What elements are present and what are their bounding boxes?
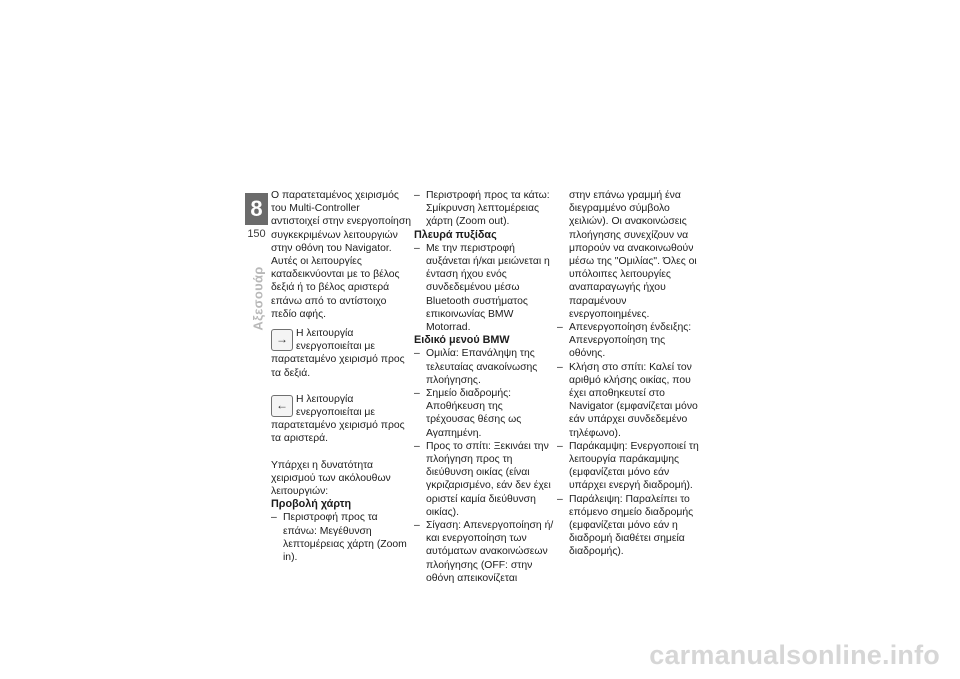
list-item-text: Απενεργοποίηση ένδειξης: Απενεργοποίηση της οθόνης. (569, 322, 692, 360)
list-dash: – (557, 440, 563, 452)
list-item (414, 387, 554, 440)
list-item-text: Περιστροφή προς τα κάτω: Σμίκρυνση λεπτομέρειας χάρτη (Zoom out). (426, 190, 550, 228)
list-item-text: Σίγαση: Απενεργοποίηση ή/και ενεργοποίηση των αυτόματων ανακοινώσεων πλοήγησης (OFF: στην οθόνη απεικονίζεται (426, 520, 554, 584)
list-dash: – (271, 512, 277, 524)
text-column-1 (271, 189, 411, 564)
list-item (414, 347, 554, 387)
list-item (557, 493, 699, 559)
list-item (414, 440, 554, 519)
list-dash: – (414, 242, 420, 254)
list-item (557, 321, 699, 361)
text-column-2 (414, 189, 554, 585)
page-number: 150 (247, 228, 266, 240)
list-item-text: Κλήση στο σπίτι: Καλεί τον αριθμό κλήσης οικίας, που έχει αποθηκευτεί στο Navigator (εμφανίζεται μόνο εάν υπάρχει συνδεδεμένο τηλέφωνο). (569, 361, 698, 439)
right-note (271, 327, 411, 380)
list-dash: – (414, 520, 420, 532)
list-item-text: Ομιλία: Επανάληψη της τελευταίας ανακοίνωσης πλοήγησης. (426, 348, 538, 386)
list-dash: – (414, 440, 420, 452)
arrow-right-icon: → (271, 329, 293, 351)
list-dash: – (414, 190, 420, 201)
list-item-continued (557, 189, 699, 321)
left-note (271, 393, 411, 446)
list-dash: – (414, 348, 420, 360)
list-item (271, 511, 411, 564)
possible-functions-text: Υπάρχει η δυνατότητα χειρισμού των ακόλουθων λειτουργιών: (271, 459, 391, 498)
list-dash: – (414, 388, 420, 400)
list-item-text: στην επάνω γραμμή ένα διεγραμμένο σύμβολο χειλιών). Οι ανακοινώσεις πλοήγησης συνεχίζουν να μπορούν να ανακοινωθούν μέσω της "Ομιλίας". Όλες οι υπόλοιπες λειτουργίες αναπαραγωγής ήχου παραμένουν ενεργοποιημένες. (569, 190, 697, 320)
list-item (414, 519, 554, 585)
intro-paragraph: Ο παρατεταμένος χειρισμός του Multi-Controller αντιστοιχεί στην ενεργοποίηση συγκεκριμένων λειτουργιών στην οθόνη του Navigator. Αυτές οι λειτουργίες καταδεικνύονται με το βέλος δεξιά ή το βέλος αριστερά επάνω από το αντίστοιχο πεδίο αφής. (271, 190, 412, 320)
right-note-text: Η λειτουργία ενεργοποιείται με παρατεταμένο χειρισμό προς τα δεξιά. (271, 328, 405, 379)
chapter-number-badge: 8 (245, 193, 268, 225)
list-item-text: Παράλειψη: Παραλείπει το επόμενο σημείο διαδρομής (εμφανίζεται μόνο εάν η διαδρομή διαθέτει σημεία διαδρομής). (569, 493, 694, 558)
left-note-text: Η λειτουργία ενεργοποιείται με παρατεταμένο χειρισμό προς τα αριστερά. (271, 393, 405, 445)
list-dash: – (557, 361, 563, 373)
text-column-3 (557, 189, 699, 559)
list-item-text: Παράκαμψη: Ενεργοποιεί τη λειτουργία παράκαμψης (εμφανίζεται μόνο εάν υπάρχει ενεργή διαδρομή). (569, 440, 699, 492)
list-item-text: Περιστροφή προς τα επάνω: Μεγέθυνση λεπτομέρειας χάρτη (Zoom in). (283, 512, 407, 564)
list-item-text: Προς το σπίτι: Ξεκινάει την πλοήγηση προς τη διεύθυνση οικίας (είναι γκριζαρισμένο, εάν δεν έχει οριστεί καμία διεύθυνση οικίας). (426, 440, 551, 518)
list-dash: – (557, 493, 563, 505)
list-item-text: Με την περιστροφή αυξάνεται ή/και μειώνεται η ένταση ήχου ενός συνδεδεμένου μέσω Bluetooth συστήματος επικοινωνίας BMW Motorrad. (426, 242, 550, 334)
section-side-label-text: Αξεσουάρ (250, 265, 266, 331)
list-item (414, 242, 554, 334)
heading-bmw-menu: Ειδικό μενού BMW (414, 334, 510, 347)
list-item-text: Σημείο διαδρομής: Αποθήκευση της τρέχουσας θέσης ως Αγαπημένη. (426, 388, 522, 439)
arrow-left-icon: ← (271, 395, 293, 417)
list-item (414, 189, 554, 229)
watermark: carmanualsonline.info (649, 640, 940, 670)
list-dash: – (557, 322, 563, 334)
list-item (557, 361, 699, 440)
heading-map-view: Προβολή χάρτη (271, 498, 352, 511)
heading-compass-side: Πλευρά πυξίδας (414, 228, 497, 241)
list-item (557, 440, 699, 493)
